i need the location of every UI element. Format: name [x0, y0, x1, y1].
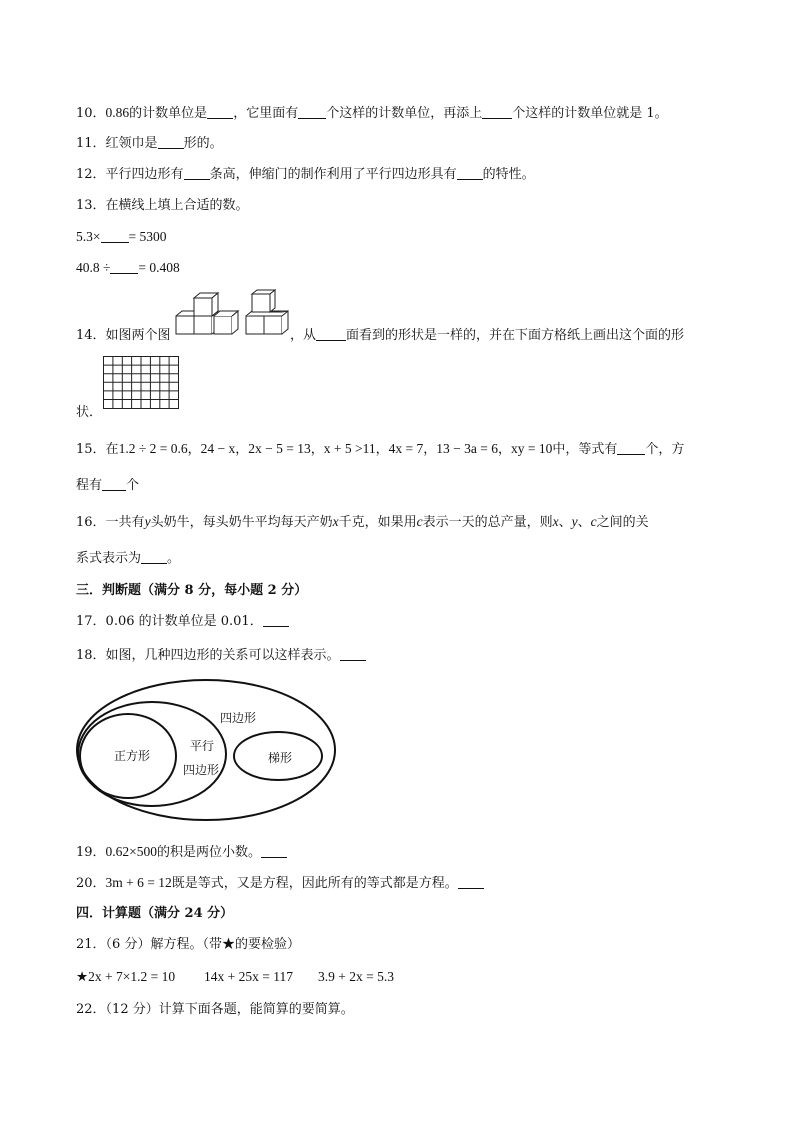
question-21 — [76, 936, 300, 954]
text: 0.06 的计数单位是 0.01． — [105, 614, 263, 629]
text: 个 — [126, 478, 140, 493]
text: 千克，如果用 — [338, 515, 417, 530]
question-17 — [76, 613, 289, 631]
variable: c — [590, 514, 597, 529]
text: 头奶牛，每头奶牛平均每天产奶 — [150, 515, 333, 530]
text: 个这样的计数单位，再添上 — [326, 106, 483, 121]
text: 在横线上填上合适的数。 — [105, 198, 249, 213]
question-number: 17． — [76, 614, 106, 629]
equation-1 — [76, 228, 167, 246]
question-number: 22． — [76, 1002, 106, 1017]
answer-blank[interactable] — [261, 845, 287, 858]
text: 个这样的计数单位就是 1。 — [512, 106, 668, 121]
question-number: 19． — [76, 845, 106, 860]
text: 的积是两位小数。 — [157, 845, 262, 860]
expr: = 0.408 — [138, 260, 180, 275]
text: 中，等式有 — [552, 442, 618, 457]
separator: ， — [187, 442, 201, 457]
text: 一共有 — [105, 515, 145, 530]
equation-21-2: 14x + 25x = 117 — [204, 969, 293, 984]
text: 形的。 — [183, 136, 223, 151]
cube-figure-2 — [246, 290, 288, 334]
question-number: 11． — [76, 136, 106, 151]
expression: 0.62×500 — [105, 844, 158, 859]
text: 在 — [105, 442, 119, 457]
answer-blank[interactable] — [298, 106, 326, 119]
question-14-line-1b — [290, 327, 684, 345]
expression: 3m + 6 = 12 — [105, 875, 172, 890]
equation-21-1: ★2x + 7×1.2 = 10 — [76, 969, 176, 984]
question-16-line-1 — [76, 513, 649, 532]
text: 、 — [558, 515, 572, 530]
text: 之间的关 — [596, 515, 649, 530]
expr: 5.3× — [76, 229, 101, 244]
question-15-line-1 — [76, 440, 684, 459]
question-number: 16． — [76, 515, 106, 530]
question-11 — [76, 135, 223, 153]
variable: x — [552, 514, 559, 529]
question-19 — [76, 843, 287, 862]
question-number: 12． — [76, 167, 106, 182]
text: 个，方 — [645, 442, 685, 457]
text: 红领巾是 — [105, 136, 158, 151]
answer-blank[interactable] — [263, 614, 289, 627]
text: 如图两个图 — [105, 328, 171, 343]
text: 程有 — [76, 478, 103, 493]
variable: y — [144, 514, 151, 529]
quadrilateral-venn-diagram — [72, 676, 340, 824]
question-number: 13． — [76, 198, 106, 213]
grid-paper[interactable] — [103, 356, 179, 409]
expression: x + 5 >11 — [323, 441, 376, 456]
question-13 — [76, 197, 249, 215]
answer-blank[interactable] — [340, 648, 366, 661]
expr: = 5300 — [128, 229, 167, 244]
answer-blank[interactable] — [316, 328, 346, 341]
text: 的计数单位是 — [129, 106, 208, 121]
question-number: 20． — [76, 876, 106, 891]
answer-blank[interactable] — [102, 478, 126, 491]
text: 状． — [76, 405, 103, 420]
answer-blank[interactable] — [184, 167, 210, 180]
text: 系式表示为 — [76, 551, 142, 566]
question-number: 18． — [76, 648, 106, 663]
answer-blank[interactable] — [158, 136, 184, 149]
text: 既是等式，又是方程，因此所有的等式都是方程。 — [171, 876, 458, 891]
section-heading-4: 四．计算题（满分 24 分） — [76, 906, 234, 921]
expression: 1.2 ÷ 2 = 0.6 — [118, 441, 188, 456]
question-16-line-2 — [76, 550, 180, 568]
question-14-line-1 — [76, 327, 171, 345]
separator: ， — [235, 442, 249, 457]
label-parallelogram: 四边形 — [183, 763, 220, 777]
question-number: 14． — [76, 328, 106, 343]
equation-21-3: 3.9 + 2x = 5.3 — [318, 969, 394, 984]
section-heading-3: 三．判断题（满分 8 分，每小题 2 分） — [76, 583, 308, 598]
answer-blank[interactable] — [101, 230, 129, 243]
equation-2 — [76, 259, 180, 277]
text: ，从 — [290, 328, 317, 343]
text: 面看到的形状是一样的，并在下面方格纸上画出这个面的形 — [346, 328, 685, 343]
expression: xy = 10 — [511, 441, 553, 456]
text: 如图，几种四边形的关系可以这样表示。 — [105, 648, 340, 663]
question-22 — [76, 1001, 354, 1019]
text: （12 分）计算下面各题，能简算的要简算。 — [105, 1002, 354, 1017]
answer-blank[interactable] — [207, 106, 233, 119]
text: 平行四边形有 — [105, 167, 184, 182]
question-14-line-2 — [76, 404, 102, 422]
question-18 — [76, 647, 366, 665]
text: （6 分）解方程。（带★的要检验） — [105, 937, 300, 952]
question-10 — [76, 104, 668, 123]
question-number: 21． — [76, 937, 106, 952]
answer-blank[interactable] — [458, 876, 484, 889]
question-20 — [76, 874, 484, 893]
separator: ， — [375, 442, 389, 457]
label-quadrilateral: 四边形 — [220, 711, 257, 725]
variable: y — [571, 514, 578, 529]
value: 0.86 — [105, 105, 130, 120]
text: 。 — [167, 551, 181, 566]
question-12 — [76, 166, 535, 184]
text: 表示一天的总产量，则 — [422, 515, 553, 530]
separator: ， — [423, 442, 437, 457]
cube-figures — [174, 288, 294, 344]
text: ，它里面有 — [233, 106, 299, 121]
answer-blank[interactable] — [110, 261, 138, 274]
label-parallel: 平行 — [190, 739, 215, 753]
expression: 2x − 5 = 13 — [248, 441, 311, 456]
answer-blank[interactable] — [141, 551, 167, 564]
expression: 4x = 7 — [388, 441, 424, 456]
expression: 13 − 3a = 6 — [436, 441, 498, 456]
answer-blank[interactable] — [457, 167, 483, 180]
label-square: 正方形 — [114, 749, 151, 763]
answer-blank[interactable] — [482, 106, 512, 119]
text: 的特性。 — [482, 167, 535, 182]
variable: c — [416, 514, 423, 529]
text: 条高，伸缩门的制作利用了平行四边形具有 — [209, 167, 457, 182]
question-number: 15． — [76, 442, 106, 457]
question-15-line-2 — [76, 477, 139, 495]
label-trapezoid: 梯形 — [268, 751, 293, 765]
separator: ， — [310, 442, 324, 457]
expr: 40.8 ÷ — [76, 260, 111, 275]
text: 、 — [577, 515, 591, 530]
question-number: 10． — [76, 106, 106, 121]
answer-blank[interactable] — [617, 442, 645, 455]
separator: ， — [498, 442, 512, 457]
variable: x — [332, 514, 339, 529]
expression: 24 − x — [200, 441, 236, 456]
cube-figure-1 — [176, 293, 238, 334]
